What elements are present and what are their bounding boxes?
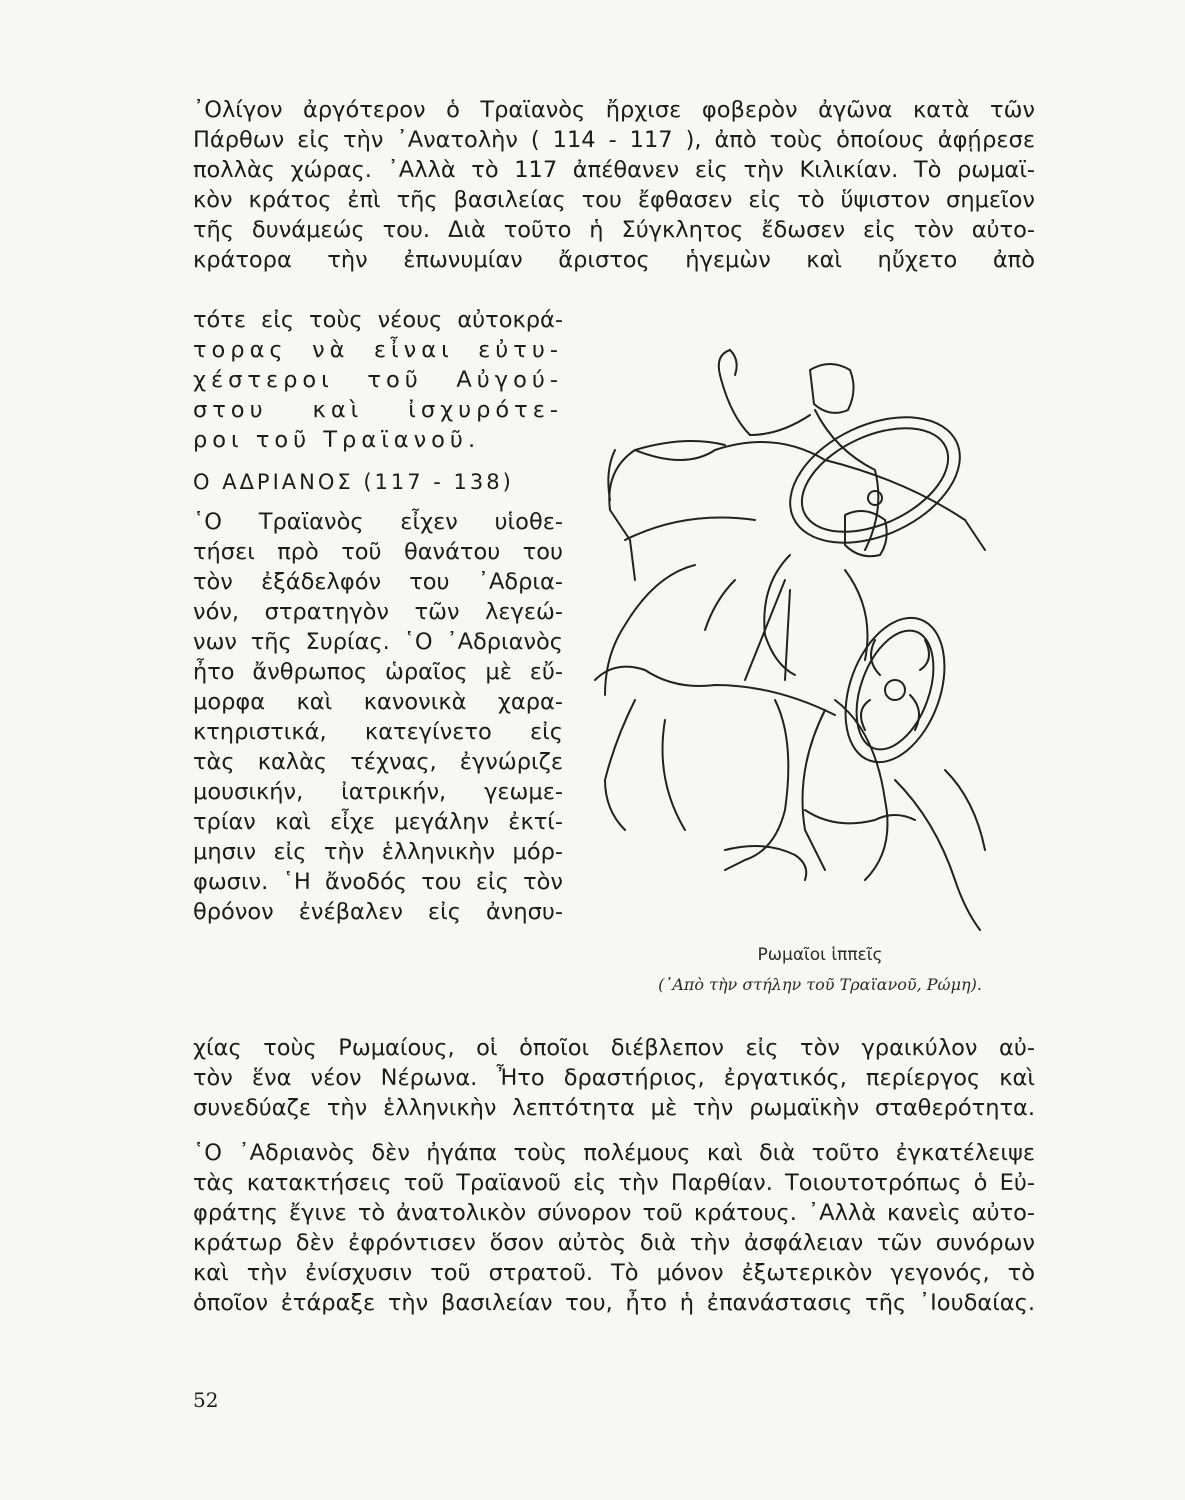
text-line: θρόνον ἐνέβαλεν εἰς ἀνησυ- bbox=[193, 899, 563, 925]
text-line: Πάρθων εἰς τὴν ᾿Ανατολὴν ( 114 - 117 ), ἀπὸ τοὺς ὁποίους ἀφῄρεσε bbox=[193, 127, 1035, 153]
text-line: ῾Ο ᾿Αδριανὸς δὲν ἠγάπα τοὺς πολέμους καὶ διὰ τοῦτο ἐγκατέλειψε bbox=[193, 1140, 1035, 1166]
bottom-paragraph bbox=[193, 1033, 1035, 1123]
text-line: τὰς κατακτήσεις τοῦ Τραϊανοῦ εἰς τὴν Παρθίαν. Τοιουτοτρόπως ὁ Εὐ- bbox=[193, 1170, 1035, 1196]
text-line: κὸν κράτος ἐπὶ τῆς βασιλείας του ἔφθασεν εἰς τὸ ὕψιστον σημεῖον bbox=[193, 187, 1035, 213]
text-line: ᾿Ολίγον ἀργότερον ὁ Τραϊανὸς ἤρχισε φοβερὸν ἀγῶνα κατὰ τῶν bbox=[193, 97, 1035, 123]
text-line: συνεδύαζε τὴν ἑλληνικὴν λεπτότητα μὲ τὴν ρωμαϊκὴν σταθερότητα. bbox=[193, 1095, 1035, 1121]
text-line: τήσει πρὸ τοῦ θανάτου του bbox=[193, 539, 563, 565]
text-line: φράτης ἔγινε τὸ ἀνατολικὸν σύνορον τοῦ κράτους. ᾿Αλλὰ κανεὶς αὐτο- bbox=[193, 1200, 1035, 1226]
text-line: μορφα καὶ κανονικὰ χαρα- bbox=[193, 689, 563, 715]
text-line: φωσιν. ῾Η ἄνοδός του εἰς τὸν bbox=[193, 869, 563, 895]
text-line: τὸν ἐξάδελφόν του ᾿Αδρια- bbox=[193, 569, 563, 595]
page-number: 52 bbox=[193, 1388, 219, 1412]
text-line: χίας τοὺς Ρωμαίους, οἱ ὁποῖοι διέβλεπον εἰς τὸν γραικύλον αὐ- bbox=[193, 1035, 1035, 1061]
text-line: ὁποῖον ἐτάραξε τὴν βασιλείαν του, ἦτο ἡ ἐπανάστασις τῆς ᾿Ιουδαίας. bbox=[193, 1290, 1035, 1316]
text-line: τρίαν καὶ εἶχε μεγάλην ἐκτί- bbox=[193, 809, 563, 835]
text-line: κράτωρ δὲν ἐφρόντισεν ὅσον αὐτὸς διὰ τὴν ἀσφάλειαν τῶν συνόρων bbox=[193, 1230, 1035, 1256]
top-paragraph bbox=[193, 95, 1035, 275]
caption-title: Ρωμαῖοι ἱππεῖς bbox=[757, 945, 883, 965]
text-line: ῾Ο Τραϊανὸς εἶχεν υἱοθε- bbox=[193, 509, 563, 535]
text-line: κτηριστικά, κατεγίνετο εἰς bbox=[193, 719, 563, 745]
text-line: κράτορα τὴν ἐπωνυμίαν ἄριστος ἡγεμὼν καὶ ηὔχετο ἀπὸ bbox=[193, 247, 1035, 273]
text-line: μησιν εἰς τὴν ἑλληνικὴν μόρ- bbox=[193, 839, 563, 865]
text-line: πολλὰς χώρας. ᾿Αλλὰ τὸ 117 ἀπέθανεν εἰς τὴν Κιλικίαν. Τὸ ρωμαϊ- bbox=[193, 157, 1035, 183]
left-column bbox=[193, 305, 563, 927]
roman-cavalry-illustration bbox=[575, 340, 1015, 940]
text-line: νων τῆς Συρίας. ῾Ο ᾿Αδριανὸς bbox=[193, 629, 563, 655]
text-line: τῆς δυνάμεώς του. Διὰ τοῦτο ἡ Σύγκλητος ἔδωσεν εἰς τὸν αὐτο- bbox=[193, 217, 1035, 243]
bottom-paragraph-2 bbox=[193, 1138, 1035, 1318]
text-line: νόν, στρατηγὸν τῶν λεγεώ- bbox=[193, 599, 563, 625]
text-line: τότε εἰς τοὺς νέους αὐτοκρά- bbox=[193, 307, 563, 333]
text-line: τὸν ἕνα νέον Νέρωνα. Ἦτο δραστήριος, ἐργατικός, περίεργος καὶ bbox=[193, 1065, 1035, 1091]
figure-caption bbox=[600, 940, 1040, 1000]
text-line: ἦτο ἄνθρωπος ὡραῖος μὲ εὔ- bbox=[193, 659, 563, 685]
text-line: μουσικήν, ἰατρικήν, γεωμε- bbox=[193, 779, 563, 805]
text-line: καὶ τὴν ἐνίσχυσιν τοῦ στρατοῦ. Τὸ μόνον ἐξωτερικὸν γεγονός, τὸ bbox=[193, 1260, 1035, 1286]
section-heading: Ο ΑΔΡΙΑΝΟΣ (117 - 138) bbox=[193, 470, 514, 494]
text-line: τὰς καλὰς τέχνας, ἐγνώριζε bbox=[193, 749, 563, 775]
text-line: τορας νὰ εἶναι εὐτυ- bbox=[193, 337, 563, 363]
text-line: χέστεροι τοῦ Αὐγού- bbox=[193, 367, 563, 393]
text-line: ροι τοῦ Τραϊανοῦ. bbox=[193, 427, 481, 453]
text-line: στου καὶ ἰσχυρότε- bbox=[193, 397, 563, 423]
caption-source: (᾿Απὸ τὴν στήλην τοῦ Τραϊανοῦ, Ρώμη). bbox=[658, 975, 982, 994]
